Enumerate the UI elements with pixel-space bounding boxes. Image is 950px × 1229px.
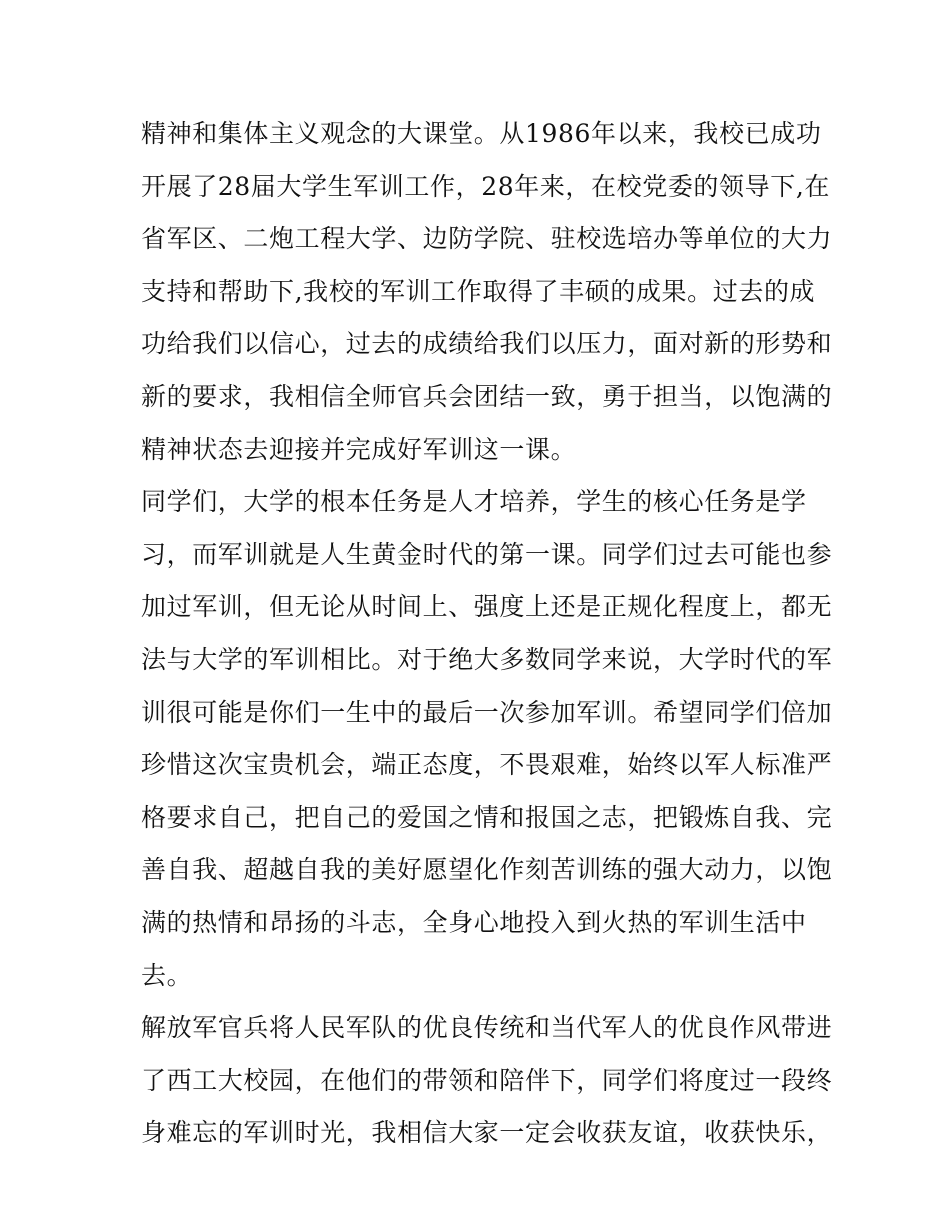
- text-line: 新的要求，我相信全师官兵会团结一致，勇于担当，以饱满的: [141, 381, 833, 411]
- text-line: 同学们，大学的根本任务是人才培养，学生的核心任务是学: [141, 487, 807, 517]
- text-line: 解放军官兵将人民军队的优良传统和当代军人的优良作风带进: [141, 1013, 833, 1043]
- text-line: 法与大学的军训相比。对于绝大多数同学来说，大学时代的军: [141, 644, 833, 674]
- text-line: 满的热情和昂扬的斗志，全身心地投入到火热的军训生活中: [141, 907, 807, 937]
- text-line: 加过军训，但无论从时间上、强度上还是正规化程度上，都无: [141, 592, 833, 622]
- text-line: 开展了28届大学生军训工作，28年来，在校党委的领导下,在: [141, 171, 830, 201]
- text-line: 珍惜这次宝贵机会，端正态度，不畏艰难，始终以军人标准严: [141, 750, 833, 780]
- text-line: 省军区、二炮工程大学、边防学院、驻校选培办等单位的大力: [141, 224, 833, 254]
- text-line: 习，而军训就是人生黄金时代的第一课。同学们过去可能也参: [141, 539, 833, 569]
- text-line: 去。: [141, 960, 193, 990]
- text-line: 训很可能是你们一生中的最后一次参加军训。希望同学们倍加: [141, 697, 833, 727]
- text-line: 精神状态去迎接并完成好军训这一课。: [141, 434, 577, 464]
- body-text: [141, 108, 833, 1160]
- text-line: 支持和帮助下,我校的军训工作取得了丰硕的成果。过去的成: [141, 276, 816, 306]
- text-line: 精神和集体主义观念的大课堂。从1986年以来，我校已成功: [141, 119, 822, 148]
- text-line: 功给我们以信心，过去的成绩给我们以压力，面对新的形势和: [141, 329, 833, 359]
- text-line: 了西工大校园，在他们的带领和陪伴下，同学们将度过一段终: [141, 1065, 833, 1095]
- text-line: 格要求自己，把自己的爱国之情和报国之志，把锻炼自我、完: [141, 802, 833, 832]
- text-line: 善自我、超越自我的美好愿望化作刻苦训练的强大动力，以饱: [141, 855, 833, 885]
- text-line: 身难忘的军训时光，我相信大家一定会收获友谊，收获快乐，: [141, 1118, 833, 1148]
